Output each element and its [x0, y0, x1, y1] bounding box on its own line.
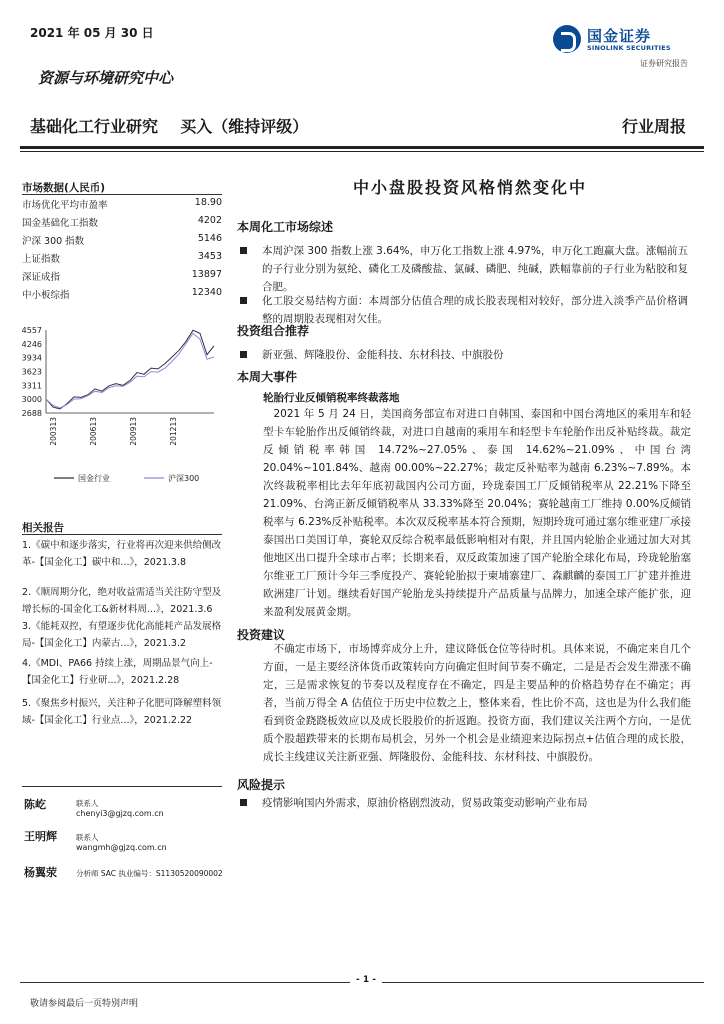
market-data-label: 国金基础化工指数: [22, 218, 99, 229]
section-heading-risk: 风险提示: [237, 778, 286, 792]
x-tick-label: 200913: [129, 417, 138, 446]
header-rule-thick: [20, 146, 704, 149]
y-tick-label: 4246: [21, 339, 42, 349]
market-data-value: 12340: [191, 287, 222, 298]
index-line-chart: [14, 318, 224, 488]
logo-mark-icon: [553, 25, 581, 53]
legend-label: 沪深300: [168, 474, 200, 483]
y-tick-label: 3623: [21, 367, 42, 377]
section-heading-market-review: 本周化工市场综述: [237, 220, 334, 234]
logo-subtitle: 证券研究报告: [640, 59, 688, 68]
main-title: 中小盘股投资风格悄然变化中: [352, 178, 587, 197]
market-data-row: [22, 233, 222, 251]
market-data-label: 沪深 300 指数: [22, 236, 85, 247]
author-role: 联系人: [76, 833, 99, 842]
related-reports-rule: [22, 534, 222, 535]
author-name: 陈屹: [24, 798, 46, 811]
market-data-value: 18.90: [194, 197, 222, 208]
bullet-portfolio: 新亚强、辉隆股份、金能科技、东材科技、中旗股份: [240, 346, 688, 364]
author-role: 联系人: [76, 799, 99, 808]
logo-en-text: SINOLINK SECURITIES: [587, 44, 671, 52]
related-report-item[interactable]: 4.《MDI、PA66 持续上涨，周期品景气向上-【国金化工】行业研...》，2021.2.28: [22, 658, 213, 686]
research-center-name: 资源与环境研究中心: [38, 69, 174, 87]
market-data-label: 深证成指: [22, 272, 61, 283]
author-role: 分析师 SAC 执业编号：S1130520090002: [76, 869, 223, 878]
report-type: 行业周报: [621, 117, 686, 136]
report-date: 2021 年 05 月 30 日: [30, 26, 154, 40]
section-heading-events: 本周大事件: [237, 370, 298, 384]
market-data-row: [22, 269, 222, 287]
bullet-market-review-1: 本周沪深 300 指数上涨 3.64%，申万化工指数上涨 4.97%，申万化工跑赢大盘。涨幅前五的子行业分别为氨纶、磷化工及磷酸盐、氯碱、磷肥、纯碱，跌幅靠前的子行业为粘胶和复合肥。: [240, 242, 688, 296]
section-heading-portfolio: 投资组合推荐: [237, 324, 310, 338]
report-title-line: 基础化工行业研究 买入（维持评级）: [30, 117, 309, 136]
related-report-item[interactable]: 5.《聚焦乡村振兴，关注种子化肥可降解塑料领域-【国金化工】行业点...》，2021.2.22: [22, 698, 222, 726]
related-report-item[interactable]: 2.《顺周期分化，绝对收益需适当关注防守型及增长标的-国金化工&新材料周...》，2021.3.6: [22, 587, 222, 615]
market-data-value: 13897: [191, 269, 222, 280]
y-tick-label: 4557: [21, 326, 42, 335]
bullet-square-icon: [240, 247, 247, 254]
event-paragraph: 2021 年 5 月 24 日，美国商务部宣布对进口自韩国、泰国和中国台湾地区的乘用车和轻型卡车轮胎作出反倾销终裁，对进口自越南的乘用车和轻型卡车轮胎作出反补贴终裁。裁定反倾销税率韩国 14.72%~27.05%、泰国 14.62%~21.09%、中国台湾 20.04%~101.84%、越南 00.00%~22.27%；裁定反补贴率为越南 6.23%~7.89%。本次终裁税率相比去年年底初裁国内公司方面，玲珑泰国工厂反倾销税率从 22.21%下降至 21.09%、台湾正新反倾销税率从 33.33%降至 20.04%；赛轮越南工厂维持 0.00%反倾销税率与 6.23%反补贴税率。本次双反税率基本符合预期，短期玲珑可通过塞尔维亚建厂承接泰国出口美国订单，赛轮双反综合税率最低影响相对有限，并且国内轮胎企业通过加大对其他地区出口提升全球市占率；长期来看，双反政策加速了国产轮胎全球化布局，玲珑轮胎塞尔维亚工厂预计今年三季度投产、赛轮轮胎拟于柬埔寨建厂、森麒麟的泰国工厂扩建并推进欧洲建厂计划。继续看好国产轮胎龙头持续提升产品质量与品牌力，加速全球产能扩张，迎来盈利发展黄金期。: [263, 408, 691, 618]
x-tick-label: 201213: [169, 417, 178, 446]
series-line-0: [46, 330, 214, 409]
market-data-label: 市场优化平均市盈率: [22, 200, 108, 211]
y-tick-label: 2688: [21, 409, 42, 418]
bullet-square-icon: [240, 351, 247, 358]
y-tick-label: 3934: [21, 353, 42, 363]
bullet-square-icon: [240, 297, 247, 304]
market-data-rule: [22, 194, 222, 195]
page-number: - 1 -: [350, 975, 382, 985]
author-email[interactable]: wangmh@gjzq.com.cn: [76, 843, 167, 852]
market-data-label: 中小板综指: [22, 290, 70, 301]
market-data-row: [22, 251, 222, 269]
market-data-row: [22, 287, 222, 305]
market-data-row: [22, 197, 222, 215]
bullet-square-icon: [240, 799, 247, 806]
legend-label: 国金行业: [78, 474, 110, 483]
related-report-item[interactable]: 3.《能耗双控，有望逐步优化高能耗产品发展格局-【国金化工】内蒙古...》，2021.3.2: [22, 621, 222, 649]
footer-disclaimer[interactable]: 敬请参阅最后一页特别声明: [30, 999, 139, 1009]
y-tick-label: 3311: [21, 381, 42, 391]
related-reports-heading: 相关报告: [22, 522, 64, 534]
market-data-value: 4202: [197, 215, 222, 226]
advice-paragraph: 不确定市场下，市场博弈成分上升，建议降低仓位等待时机。具体来说，不确定来自几个方面，一是主要经济体货币政策转向方向确定但时间节奏不确定，二是是否会发生滞涨不确定，三是需求恢复的节奏以及程度存在不确定，四是主要品种的价格趋势存在不确定；再者，当前万得全 A 估值位于历史中位数之上，整体来看，性比价不高，这也是为什么我们能看到资金跷跷板效应以及成长股股价的折返跑。投资方面，我们建议关注两个方向，一是优质个股超跌带来的长期布局机会，另外一个机会是业绩迎来边际拐点+估值合理的成长股，成长主线建议关注新亚强、辉隆股份、金能科技、东材科技、中旗股份。: [263, 643, 691, 763]
event-subheading: 轮胎行业反倾销税率终裁落地: [263, 392, 400, 404]
section-heading-advice: 投资建议: [237, 628, 286, 642]
bullet-risk: 疫情影响国内外需求，原油价格剧烈波动，贸易政策变动影响产业布局: [240, 794, 688, 812]
logo-cn-text: 国金证券: [587, 27, 652, 45]
series-line-1: [46, 333, 214, 408]
y-tick-label: 3000: [21, 395, 42, 405]
sinolink-logo: [553, 25, 693, 55]
authors-rule: [22, 786, 222, 787]
x-tick-label: 200613: [89, 417, 98, 446]
author-email[interactable]: chenyi3@gjzq.com.cn: [76, 809, 164, 818]
market-data-row: [22, 215, 222, 233]
bullet-market-review-2: 化工股交易结构方面：本周部分估值合理的成长股表现相对较好，部分进入淡季产品价格调整的周期股表现相对欠佳。: [240, 292, 688, 328]
x-tick-label: 200313: [49, 417, 58, 446]
header-rule-thin: [20, 151, 704, 152]
author-name: 王明辉: [24, 830, 57, 843]
market-data-value: 3453: [197, 251, 222, 262]
related-report-item[interactable]: 1.《碳中和逐步落实，行业将再次迎来供给侧改革-【国金化工】碳中和...》，2021.3.8: [22, 540, 222, 568]
market-data-value: 5146: [197, 233, 222, 244]
market-data-heading: 市场数据(人民币): [22, 182, 106, 194]
author-name: 杨翼荥: [24, 866, 57, 879]
market-data-label: 上证指数: [22, 254, 61, 265]
